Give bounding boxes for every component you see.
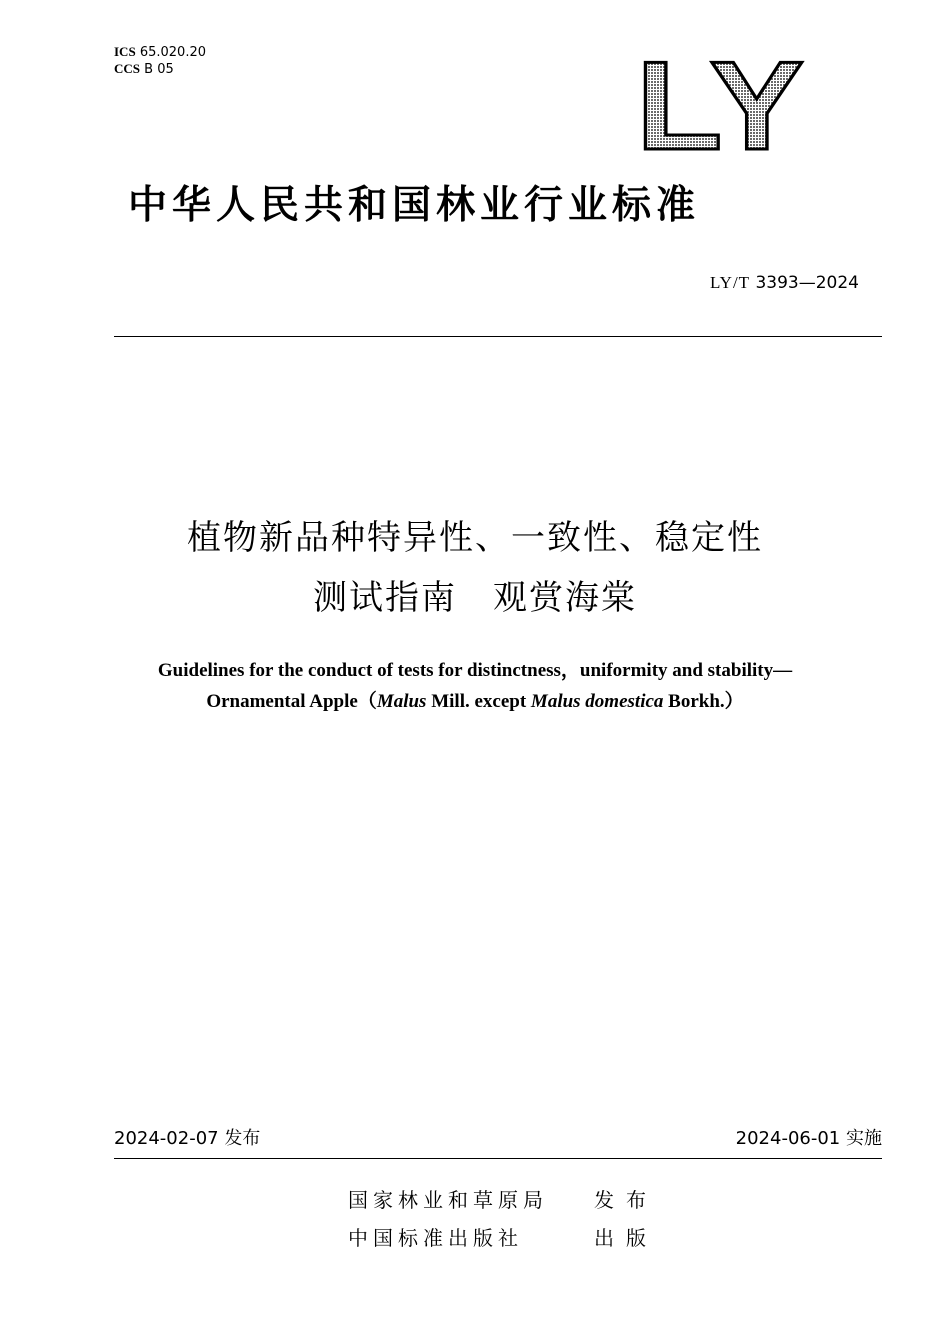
english-title-suffix: Borkh.）	[663, 691, 744, 712]
standard-number-value: 3393—2024	[755, 273, 859, 293]
ccs-label: CCS	[114, 61, 141, 76]
ics-label: ICS	[114, 44, 136, 59]
english-title-line-2	[0, 689, 950, 715]
publisher-name: 中国标准出版社	[348, 1226, 523, 1250]
bottom-divider	[114, 1158, 882, 1159]
publisher-row	[348, 1224, 658, 1252]
ics-code	[114, 44, 206, 61]
implementation-date: 2024-06-01 实施	[735, 1128, 882, 1149]
ccs-code	[114, 61, 174, 78]
english-title-mid: Mill. except	[426, 691, 531, 712]
ics-value: 65.020.20	[139, 45, 206, 60]
chinese-title-line-2: 测试指南 观赏海棠	[313, 578, 637, 618]
species-name: Malus domestica	[530, 691, 664, 712]
ccs-value: B 05	[144, 62, 174, 77]
standard-category-title: 中华人民共和国林业行业标准	[128, 183, 701, 228]
ly-logo-text: LY	[636, 54, 804, 152]
issue-date: 2024-02-07 发布	[114, 1128, 261, 1149]
publisher-action: 出版	[594, 1226, 658, 1250]
genus-name: Malus	[376, 691, 427, 712]
english-title-prefix: Ornamental Apple（	[206, 691, 377, 712]
standard-number	[710, 271, 859, 295]
standard-code: LY/T	[709, 273, 751, 292]
chinese-title-line-1: 植物新品种特异性、一致性、稳定性	[187, 518, 763, 558]
publisher-row	[348, 1186, 658, 1214]
ly-logo	[636, 54, 806, 152]
english-title-line-1: Guidelines for the conduct of tests for distinctness，uniformity and stability—	[157, 660, 793, 681]
publisher-action: 发布	[594, 1188, 658, 1212]
top-divider	[114, 336, 882, 337]
publisher-name: 国家林业和草原局	[348, 1188, 548, 1212]
